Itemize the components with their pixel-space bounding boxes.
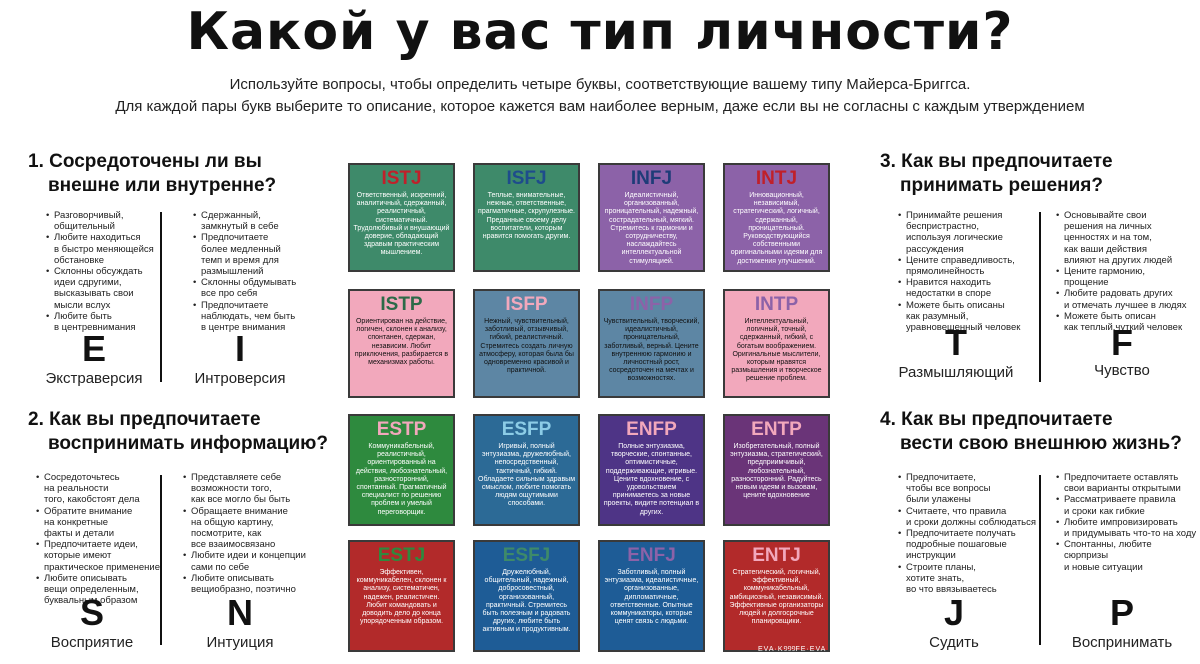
q2-divider	[160, 475, 162, 645]
type-code: INTJ	[755, 168, 798, 189]
label-feeling: Чувство	[1094, 362, 1150, 379]
type-card-isfj	[473, 163, 580, 272]
q2-left-bullets	[36, 472, 166, 606]
type-description: Ориентирован на действие, логичен, склонен к анализу, спонтанен, сдержан, независим. Любит приключения, разбирается в механизмах работы.	[354, 318, 449, 367]
type-code: INFJ	[630, 168, 673, 189]
letter-n: N	[227, 592, 253, 633]
bullet-item: • Любите идеи и концепции сами по себе	[183, 550, 323, 572]
type-code: ESTP	[376, 419, 427, 440]
question-2-title-line-1: 2. Как вы предпочитаете	[28, 409, 261, 430]
bullet-item: • Разговорчивый, общительный	[46, 210, 166, 232]
bullet-item: • Склонны обдумывать все про себя	[193, 277, 313, 299]
bullet-item: • Нравится находить недостатки в споре	[898, 277, 1026, 299]
type-description: Эффективен, коммуникабелен, склонен к анализу, систематичен, надежен, реалистичен. Любит командовать и доводить дело до конца упорядоченным образом.	[356, 569, 447, 626]
q3-left-bullets	[898, 210, 1026, 333]
type-description: Стратегический, логичный, эффективный, коммуникабельный, амбициозный, независимый. Эффективные организаторы людей и долгосрочные планировщики.	[729, 569, 824, 626]
bullet-item: • Можете быть описаны как разумный, уравновешенный человек	[898, 300, 1026, 334]
label-sensing: Восприятие	[50, 634, 134, 651]
question-4-title-line-1: 4. Как вы предпочитаете	[880, 409, 1113, 430]
type-card-infj	[598, 163, 705, 272]
q3-right-bullets	[1056, 210, 1196, 333]
type-card-intj	[723, 163, 830, 272]
label-extraversion: Экстраверсия	[45, 370, 143, 387]
q4-divider	[1039, 475, 1041, 645]
q1-divider	[160, 212, 162, 382]
type-code: ENTJ	[752, 545, 801, 566]
question-3-title-line-2: принимать решения?	[900, 175, 1103, 196]
bullet-item: • Принимайте решения беспристрастно, используя логические рассуждения	[898, 210, 1026, 255]
page-title: Какой у вас тип личности?	[186, 2, 1014, 62]
bullet-item: • Строите планы, хотите знать, во что ввязываетесь	[898, 562, 1038, 596]
type-code: ESTJ	[377, 545, 426, 566]
type-description: Коммуникабельный, реалистичный, ориентированный на действия, любознательный, разносторонний, спонтанный. Прагматичный специалист по решению проблем и умелый переговорщик.	[355, 443, 448, 516]
type-card-estp	[348, 414, 455, 526]
question-1-title-line-1: 1. Сосредоточены ли вы	[28, 151, 262, 172]
bullet-item: • Спонтанны, любите сюрпризы и новые ситуации	[1056, 539, 1198, 573]
letter-e: E	[81, 328, 106, 369]
bullet-item: • Сосредоточьтесь на реальности того, какобстоят дела	[36, 472, 166, 506]
type-code: ISTJ	[381, 168, 422, 189]
bullet-item: • Любите импровизировать и придумывать что-то на ходу	[1056, 517, 1198, 539]
q1-right-bullets	[193, 210, 313, 333]
type-code: INTP	[754, 294, 799, 315]
type-description: Ответственный, искренний, аналитичный, сдержанный, реалистичный, систематичный. Трудолюбивый и внушающий доверие, обладающий здравым практическим мышлением.	[353, 192, 450, 257]
q1-left-bullets	[46, 210, 166, 333]
bullet-item: • Предпочитаете наблюдать, чем быть в центре внимания	[193, 300, 313, 334]
type-description: Заботливый, полный энтузиазма, идеалистичные, организованные, дипломатичные, ответственные. Опытные коммуникаторы, которые ценят связь с людьми.	[604, 569, 699, 626]
bullet-item: • Обращаете внимание на общую картину, посмотрите, как все взаимосвязано	[183, 506, 323, 551]
letter-t: T	[945, 322, 967, 363]
letter-j: J	[943, 592, 965, 633]
question-1-title-line-2: внешне или внутренне?	[48, 175, 277, 196]
letter-i: I	[234, 328, 245, 369]
type-card-estj	[348, 540, 455, 652]
type-description: Полные энтузиазма, творческие, спонтанные, оптимистичные, поддерживающие, игривые. Цените вдохновение, с удовольствием принимаетесь за новые проекты, видите потенциал в других.	[603, 443, 700, 516]
letter-f: F	[1111, 322, 1133, 363]
intro-line-1: Используйте вопросы, чтобы определить четыре буквы, соответствующие вашему типу Майерса-Бриггса.	[229, 76, 971, 93]
type-description: Теплые, внимательные, нежные, ответственные, прагматичные, скрупулезные. Преданные своему делу воспитатели, которым нравится помогать другим.	[478, 192, 575, 241]
type-code: INFP	[629, 294, 674, 315]
type-description: Идеалистичный, организованный, проницательный, надежный, сострадательный, мягкий. Стремитесь к гармонии и сотрудничеству, наслаждайтесь интеллектуальной стимуляцией.	[604, 192, 699, 265]
type-card-istp	[348, 289, 455, 398]
type-code: ESFJ	[502, 545, 551, 566]
question-4-title	[880, 408, 1182, 456]
label-perceiving: Воспринимать	[1071, 634, 1173, 651]
bullet-item: • Любите находиться в быстро меняющейся обстановке	[46, 232, 166, 266]
label-thinking: Размышляющий	[898, 364, 1014, 381]
question-2-title	[28, 408, 328, 456]
type-description: Чувствительный, творческий, идеалистичный, проницательный, заботливый, верный. Цените внутреннюю гармонию и личностный рост, сосредоточен на мечтах и возможностях.	[603, 318, 700, 383]
type-card-entp	[723, 414, 830, 526]
type-card-esfj	[473, 540, 580, 652]
type-code: ISFP	[505, 294, 548, 315]
type-code: ISFJ	[506, 168, 547, 189]
bullet-item: • Обратите внимание на конкретные факты и детали	[36, 506, 166, 540]
type-code: ESFP	[501, 419, 552, 440]
label-intuition: Интуиция	[206, 634, 274, 651]
type-description: Интеллектуальный, логичный, точный, сдержанный, гибкий, с богатым воображением. Оригинальные мыслители, которым нравятся размышления и творческое решение проблем.	[731, 318, 822, 383]
bullet-item: • Любите описывать вещи определенным, буквальным образом	[36, 573, 166, 607]
bullet-item: • Предпочитаете оставлять свои варианты открытыми	[1056, 472, 1198, 494]
bullet-item: • Считаете, что правила и сроки должны соблюдаться	[898, 506, 1038, 528]
type-card-enfp	[598, 414, 705, 526]
type-code: ENTP	[751, 419, 802, 440]
type-card-esfp	[473, 414, 580, 526]
type-card-isfp	[473, 289, 580, 398]
bullet-item: • Предпочитаете получать подробные пошаговые инструкции	[898, 528, 1038, 562]
bullet-item: • Предпочитаете идеи, которые имеют практическое применение	[36, 539, 166, 573]
credit-text: EVA·K᠑᠑᠑FE·EVA	[758, 646, 827, 653]
bullet-item: • Рассматриваете правила и сроки как гибкие	[1056, 494, 1198, 516]
type-card-istj	[348, 163, 455, 272]
type-description: Нежный, чувствительный, заботливый, отзывчивый, гибкий, реалистичный. Стремитесь создать личную атмосферу, которая была бы одновременно красивой и практичной.	[479, 318, 574, 375]
label-introversion: Интроверсия	[194, 370, 286, 387]
bullet-item: • Представляете себе возможности того, как все могло бы быть	[183, 472, 323, 506]
bullet-item: • Предпочитаете более медленный темп и время для размышлений	[193, 232, 313, 277]
question-1-title	[28, 150, 276, 198]
q4-right-bullets	[1056, 472, 1198, 573]
letter-p: P	[1109, 592, 1134, 633]
type-card-infp	[598, 289, 705, 398]
bullet-item: • Можете быть описан как теплый,чуткий человек	[1056, 311, 1196, 333]
bullet-item: • Цените гармонию, прощение	[1056, 266, 1196, 288]
type-code: ENFP	[626, 419, 677, 440]
type-card-entj	[723, 540, 830, 652]
bullet-item: • Любите описывать вещиобразно, поэтично	[183, 573, 323, 595]
intro-line-2: Для каждой пары букв выберите то описание, которое кажется вам наиболее верным, даже если вы не согласны с каждым утверждением	[115, 98, 1085, 115]
question-3-title	[880, 150, 1113, 198]
question-2-title-line-2: воспринимать информацию?	[48, 433, 328, 454]
type-description: Инновационный, независимый, стратегический, логичный, сдержанный, проницательный. Руководствующийся собственными оригинальными идеями для достижения улучшений.	[730, 192, 823, 265]
question-4-title-line-2: вести свою внешнюю жизнь?	[900, 433, 1182, 454]
bullet-item: • Предпочитаете, чтобы все вопросы были улажены	[898, 472, 1038, 506]
q3-divider	[1039, 212, 1041, 382]
label-judging: Судить	[929, 634, 979, 651]
type-description: Дружелюбный, общительный, надежный, добросовестный, организованный, практичный. Стремитесь быть полезным и радовать других, любите быть активным и продуктивным.	[482, 569, 571, 634]
bullet-item: • Сдержанный, замкнутый в себе	[193, 210, 313, 232]
q2-right-bullets	[183, 472, 323, 595]
bullet-item: • Любите радовать других и отмечать лучшее в людях	[1056, 288, 1196, 310]
type-code: ENFJ	[627, 545, 676, 566]
bullet-item: • Склонны обсуждать идеи сдругими, высказывать свои мысли вслух	[46, 266, 166, 311]
question-3-title-line-1: 3. Как вы предпочитаете	[880, 151, 1113, 172]
type-description: Изобретательный, полный энтузиазма, стратегический, предприимчивый, любознательный, разносторонний. Радуйтесь новым идеям и вызовам, цените вдохновение	[730, 443, 823, 500]
type-code: ISTP	[380, 294, 423, 315]
bullet-item: • Основывайте свои решения на личных ценностях и на том, как ваши действия влияют на других людей	[1056, 210, 1196, 266]
bullet-item: • Цените справедливость, прямолинейность	[898, 255, 1026, 277]
type-card-intp	[723, 289, 830, 398]
letter-s: S	[79, 592, 104, 633]
q4-left-bullets	[898, 472, 1038, 595]
type-description: Игривый, полный энтузиазма, дружелюбный, непосредственный, тактичный, гибкий. Обладаете сильным здравым смыслом, любите помогать людям ощутимыми способами.	[478, 443, 576, 508]
type-card-enfj	[598, 540, 705, 652]
bullet-item: • Любите быть в центревнимания	[46, 311, 166, 333]
